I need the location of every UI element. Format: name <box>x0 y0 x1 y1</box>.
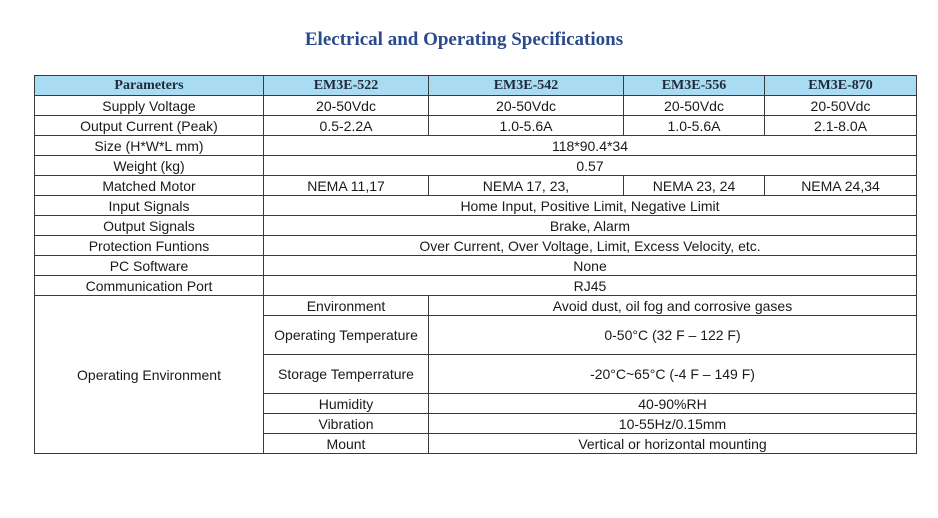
model-header-em3e-542: EM3E-542 <box>429 76 624 96</box>
sub-label: Vibration <box>264 414 429 434</box>
table-cell: Brake, Alarm <box>264 216 917 236</box>
specifications-table <box>34 75 917 454</box>
table-cell: NEMA 11,17 <box>264 176 429 196</box>
model-header-em3e-870: EM3E-870 <box>765 76 917 96</box>
sub-label: Operating Temperature <box>264 316 429 355</box>
header-row <box>35 76 917 96</box>
table-cell: 0.57 <box>264 156 917 176</box>
sub-label: Storage Temperrature <box>264 355 429 394</box>
table-cell: -20°C~65°C (-4 F – 149 F) <box>429 355 917 394</box>
row-label: Communication Port <box>35 276 264 296</box>
table-cell: RJ45 <box>264 276 917 296</box>
table-cell: 0-50°C (32 F – 122 F) <box>429 316 917 355</box>
row-label: PC Software <box>35 256 264 276</box>
row-label: Output Signals <box>35 216 264 236</box>
table-row <box>35 216 917 236</box>
sub-label: Mount <box>264 434 429 454</box>
table-cell: 20-50Vdc <box>264 96 429 116</box>
table-cell: 1.0-5.6A <box>429 116 624 136</box>
row-label: Protection Funtions <box>35 236 264 256</box>
table-cell: Home Input, Positive Limit, Negative Limit <box>264 196 917 216</box>
table-row <box>35 136 917 156</box>
table-cell: 10-55Hz/0.15mm <box>429 414 917 434</box>
table-cell: 20-50Vdc <box>765 96 917 116</box>
table-row <box>35 156 917 176</box>
table-cell: 20-50Vdc <box>429 96 624 116</box>
sub-label: Humidity <box>264 394 429 414</box>
row-label: Input Signals <box>35 196 264 216</box>
table-row <box>35 196 917 216</box>
table-cell: 118*90.4*34 <box>264 136 917 156</box>
table-row <box>35 296 917 316</box>
operating-environment-label: Operating Environment <box>35 296 264 454</box>
table-cell: 1.0-5.6A <box>624 116 765 136</box>
sub-label: Environment <box>264 296 429 316</box>
page-title: Electrical and Operating Specifications <box>304 29 624 50</box>
row-label: Size (H*W*L mm) <box>35 136 264 156</box>
model-header-em3e-522: EM3E-522 <box>264 76 429 96</box>
table-row <box>35 96 917 116</box>
table-cell: 2.1-8.0A <box>765 116 917 136</box>
table-row <box>35 236 917 256</box>
model-header-em3e-556: EM3E-556 <box>624 76 765 96</box>
parameters-header: Parameters <box>35 76 264 96</box>
table-row <box>35 176 917 196</box>
table-cell: NEMA 24,34 <box>765 176 917 196</box>
table-cell: Over Current, Over Voltage, Limit, Excess Velocity, etc. <box>264 236 917 256</box>
table-cell: NEMA 17, 23, <box>429 176 624 196</box>
table-cell: NEMA 23, 24 <box>624 176 765 196</box>
table-cell: Avoid dust, oil fog and corrosive gases <box>429 296 917 316</box>
row-label: Output Current (Peak) <box>35 116 264 136</box>
table-row <box>35 276 917 296</box>
table-row <box>35 256 917 276</box>
row-label: Weight (kg) <box>35 156 264 176</box>
table-cell: 20-50Vdc <box>624 96 765 116</box>
table-cell: Vertical or horizontal mounting <box>429 434 917 454</box>
table-cell: 40-90%RH <box>429 394 917 414</box>
row-label: Matched Motor <box>35 176 264 196</box>
table-cell: None <box>264 256 917 276</box>
table-row <box>35 116 917 136</box>
table-cell: 0.5-2.2A <box>264 116 429 136</box>
row-label: Supply Voltage <box>35 96 264 116</box>
